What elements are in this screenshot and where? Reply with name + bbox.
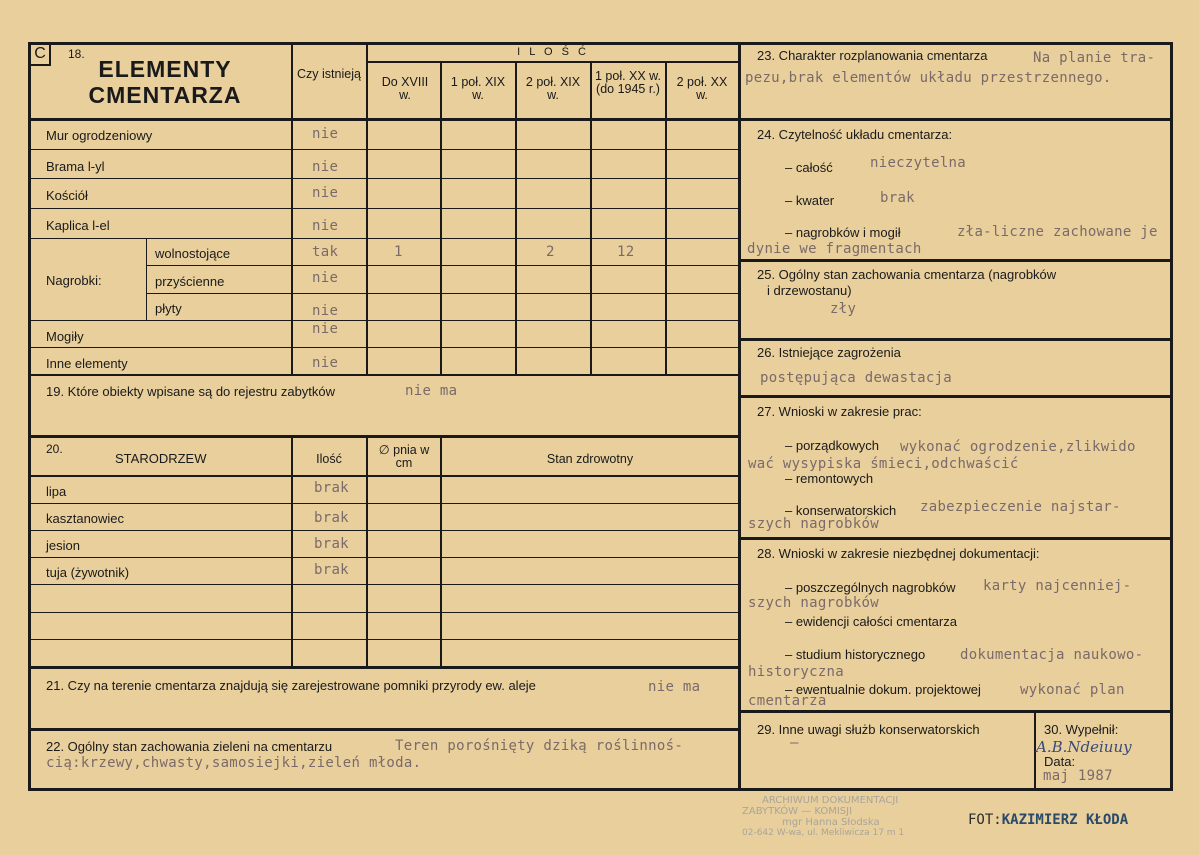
border-bottom (28, 788, 1173, 791)
col-pol2-20: 2 poł. XX w. (676, 75, 728, 102)
q27-porz-value1: wykonać ogrodzenie,zlikwido (900, 439, 1136, 455)
ilosc-header: I L O Ś Ć (517, 46, 589, 58)
q27-label: 27. Wnioski w zakresie prac: (757, 404, 922, 419)
q24-label: 24. Czytelność układu cmentarza: (757, 127, 953, 142)
row-value-mur: nie (312, 126, 339, 142)
q24-nagrobkow-value2: dynie we fragmentach (747, 241, 922, 257)
col-pol1-19: 1 poł. XIX w. (450, 75, 506, 102)
q22-label: 22. Ogólny stan zachowania zieleni na cmentarzu (46, 739, 333, 754)
q21-bottom-line (28, 728, 740, 731)
row-label-brama: Brama l-yl (46, 159, 105, 174)
q22-value-line2: cią:krzewy,chwasty,samosiejki,zieleń młoda. (46, 755, 422, 771)
q28-proj-label: – ewentualnie dokum. projektowej (785, 682, 981, 697)
row-line (146, 265, 740, 266)
fot-label: FOT: (968, 812, 1002, 828)
stamp-line: ARCHIWUM DOKUMENTACJI (762, 795, 899, 806)
q20-row-line (28, 639, 740, 640)
section-letter: C (34, 45, 46, 62)
row-value-brama: nie (312, 159, 339, 175)
q28-ewid-label: – ewidencji całości cmentarza (785, 614, 957, 629)
q28-bottom-line (740, 710, 1172, 713)
nagrobki-plyty-label: płyty (155, 301, 182, 316)
nagrobki-przysc-label: przyścienne (155, 274, 225, 289)
row-line (28, 208, 740, 209)
row-line (28, 347, 740, 348)
q30-data-value: maj 1987 (1043, 768, 1113, 784)
q24-kwater-label: – kwater (785, 193, 835, 208)
row-line (28, 374, 740, 376)
nagrobki-wolno-label: wolnostojące (155, 246, 231, 261)
q20-bottom-line (28, 666, 740, 669)
q27-porz-label: – porządkowych (785, 438, 879, 453)
row-value-kosciol: nie (312, 185, 339, 201)
tree-ilosc: brak (314, 510, 349, 526)
q27-kons-label: – konserwatorskich (785, 503, 897, 518)
nagrobki-divider (146, 238, 147, 320)
q24-nagrobkow-value1: zła-liczne zachowane je (957, 224, 1158, 240)
q20-row-line (28, 612, 740, 613)
border-right (1170, 42, 1173, 791)
inne-czy: nie (312, 355, 339, 371)
row-line (146, 293, 740, 294)
header-bottom-line (28, 118, 740, 121)
col-line-5 (665, 62, 667, 375)
nagrobki-wolno-pol1-20: 12 (617, 244, 635, 260)
row-line (28, 320, 740, 321)
row-value-kaplica: nie (312, 218, 339, 234)
q28-poszcz-value1: karty najcenniej- (983, 578, 1132, 594)
tree-name: lipa (46, 484, 67, 499)
q20-col-line (366, 436, 368, 667)
stamp-line: mgr Hanna Słodska (782, 817, 880, 828)
q26-value: postępująca dewastacja (760, 370, 953, 386)
row-line (28, 149, 740, 150)
nagrobki-przysc-czy: nie (312, 270, 339, 286)
q27-kons-value2: szych nagrobków (748, 516, 879, 532)
q25-value: zły (830, 301, 857, 317)
tree-ilosc: brak (314, 480, 349, 496)
tree-name: jesion (46, 538, 80, 553)
q20-row-line (28, 557, 740, 558)
tree-name: tuja (żywotnik) (46, 565, 130, 580)
q30-data-label: Data: (1044, 754, 1076, 769)
border-left (28, 42, 31, 791)
tree-ilosc: brak (314, 536, 349, 552)
col-line-2 (440, 62, 442, 375)
q20-col-ilosc: Ilość (316, 452, 342, 466)
q23-bottom-line (740, 118, 1172, 121)
q25-label-line2: i drzewostanu) (767, 283, 852, 298)
nagrobki-label: Nagrobki: (46, 273, 102, 288)
q24-kwater-value: brak (880, 190, 915, 206)
q20-col-line (440, 436, 442, 667)
q20-col-line (291, 436, 293, 667)
q28-label: 28. Wnioski w zakresie niezbędnej dokumentacji: (757, 546, 1040, 561)
q28-stud-value2: historyczna (748, 664, 845, 680)
q19-bottom-line (28, 435, 740, 438)
archive-stamp (742, 795, 972, 838)
q27-kons-value1: zabezpieczenie najstar- (920, 499, 1121, 515)
tree-ilosc: brak (314, 562, 349, 578)
border-top (28, 42, 1173, 45)
q25-bottom-line (740, 338, 1172, 341)
q24-calosc-label: – całość (785, 160, 833, 175)
q20-row-line (28, 530, 740, 531)
row-label-kosciol: Kościół (46, 188, 88, 203)
q30-label: 30. Wypełnił: (1044, 722, 1119, 737)
q28-stud-label: – studium historycznego (785, 647, 926, 662)
q20-header-line (28, 475, 740, 477)
photographer-credit (968, 812, 1128, 828)
row-label-mur: Mur ogrodzeniowy (46, 128, 153, 143)
col-line-3 (515, 62, 517, 375)
q28-proj-value2: cmentarza (748, 693, 827, 709)
nagrobki-wolno-pol2-19: 2 (546, 244, 555, 260)
mogily-czy: nie (312, 321, 339, 337)
q20-col-stan: Stan zdrowotny (546, 452, 634, 466)
q21-value: nie ma (648, 679, 701, 695)
q27-bottom-line (740, 537, 1172, 540)
row-line (28, 238, 740, 239)
fot-name: KAZIMIERZ KŁODA (1001, 812, 1129, 828)
col-line-czy (291, 44, 293, 375)
q24-bottom-line (740, 259, 1172, 262)
q28-poszcz-value2: szych nagrobków (748, 595, 879, 611)
q23-label: 23. Charakter rozplanowania cmentarza (757, 48, 988, 63)
inne-label: Inne elementy (46, 356, 128, 371)
tree-name: kasztanowiec (46, 511, 125, 526)
q27-porz-value2: wać wysypiska śmieci,odchwaścić (748, 456, 1019, 472)
q19-label: 19. Które obiekty wpisane są do rejestru zabytków (46, 384, 336, 399)
q23-value-line2: pezu,brak elementów układu przestrzennego. (745, 70, 1112, 86)
section-box (31, 44, 51, 66)
q20-row-line (28, 584, 740, 585)
stamp-line: ZABYTKÓW — KOMISJI (742, 806, 853, 817)
col-line-4 (590, 62, 592, 375)
section-number: 18. (68, 47, 85, 61)
center-divider (738, 42, 741, 791)
col-pol1-20: 1 poł. XX w. (do 1945 r.) (594, 69, 661, 96)
q20-col-pnia: ∅ pnia w cm (378, 443, 430, 470)
q19-value: nie ma (405, 383, 458, 399)
q26-bottom-line (740, 395, 1172, 398)
q26-label: 26. Istniejące zagrożenia (757, 345, 901, 360)
q30-signature: A.B.Ndeiuuy (1036, 738, 1132, 756)
q23-value-line1: Na planie tra- (1033, 50, 1156, 66)
q29-value: — (790, 735, 799, 751)
q28-poszcz-label: – poszczególnych nagrobków (785, 580, 956, 595)
q28-proj-value1: wykonać plan (1020, 682, 1125, 698)
q28-stud-value1: dokumentacja naukowo- (960, 647, 1144, 663)
q25-label-line1: 25. Ogólny stan zachowania cmentarza (nagrobków (757, 267, 1057, 282)
col-line-1 (366, 44, 368, 375)
title-line1: ELEMENTY (98, 56, 232, 82)
q22-value-line1: Teren porośnięty dziką roślinnoś- (395, 738, 684, 754)
title-line2: CMENTARZA (88, 82, 242, 108)
col-do18: Do XVIII w. (381, 75, 429, 102)
stamp-line: 02-642 W-wa, ul. Mekliwicza 17 m 1 (742, 828, 905, 838)
row-line (28, 178, 740, 179)
q27-rem-label: – remontowych (785, 471, 874, 486)
q20-row-line (28, 503, 740, 504)
q20-title: STARODRZEW (115, 451, 207, 466)
q24-nagrobkow-label: – nagrobków i mogił (785, 225, 901, 240)
nagrobki-wolno-do18: 1 (394, 244, 403, 260)
q29-label: 29. Inne uwagi służb konserwatorskich (757, 722, 980, 737)
q21-label: 21. Czy na terenie cmentarza znajdują się zarejestrowane pomniki przyrody ew. aleje (46, 678, 536, 693)
nagrobki-plyty-czy: nie (312, 303, 339, 319)
col-pol2-19: 2 poł. XIX w. (525, 75, 581, 102)
nagrobki-wolno-czy: tak (312, 244, 339, 260)
ilosc-underline (366, 61, 738, 63)
q24-calosc-value: nieczytelna (870, 155, 967, 171)
row-label-kaplica: Kaplica l-el (46, 218, 110, 233)
col-czy-header: Czy istnieją (297, 67, 361, 81)
q20-number: 20. (46, 442, 63, 456)
mogily-label: Mogiły (46, 329, 84, 344)
